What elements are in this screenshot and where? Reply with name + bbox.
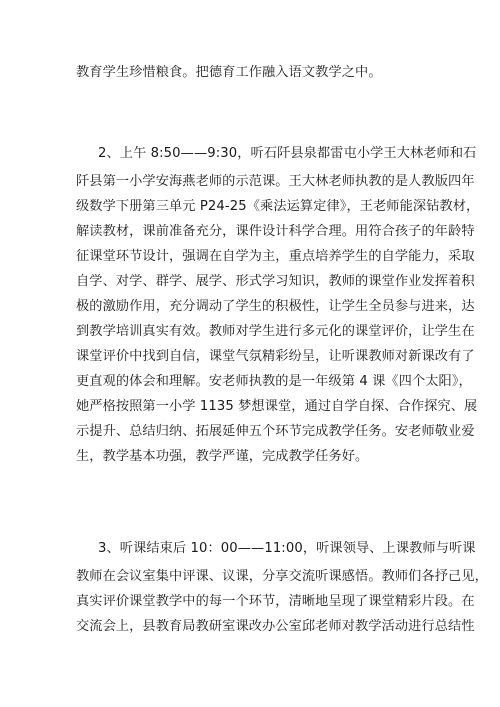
text-line: 解读教材，课前准备充分，课件设计科学合理。用符合孩子的年龄特 [76, 224, 475, 239]
text-line: 示提升、总结归纳、拓展延伸五个环节完成教学任务。安老师敬业爱 [76, 424, 475, 439]
text-line: 级数学下册第三单元 P24-25《乘法运算定律》，王老师能深钻教材， [76, 199, 480, 214]
text-line: 征课堂环节设计，强调在自学为主，重点培养学生的自学能力，采取 [76, 249, 475, 264]
text-line: 自学、对学、群学、展学、形式学习知识，教师的课堂作业发挥着积 [76, 274, 475, 289]
text-line: 教育学生珍惜粮食。把德育工作融入语文教学之中。 [76, 65, 382, 80]
text-line: 教师在会议室集中评课、议课，分享交流听课感悟。教师们各抒己见， [76, 569, 488, 584]
text-line: 阡县第一小学安海燕老师的示范课。王大林老师执教的是人教版四年 [76, 174, 475, 189]
text-line: 她严格按照第一小学 1135 梦想课堂，通过自学自探、合作探究、展 [76, 399, 478, 414]
text-line: 极的激励作用，充分调动了学生的积极性，让学生全员参与进来，达 [76, 299, 475, 314]
text-line: 交流会上，县教育局教研室课改办公室邱老师对教学活动进行总结性 [76, 619, 475, 634]
text-line: 课堂评价中找到自信，课堂气氛精彩纷呈，让听课教师对新课改有了 [76, 349, 475, 364]
text-line: 到教学培训真实有效。教师对学生进行多元化的课堂评价，让学生在 [76, 324, 475, 339]
text-line: 真实评价课堂教学中的每一个环节，清晰地呈现了课堂精彩片段。在 [76, 594, 475, 609]
text-line: 2、上午 8:50——9:30，听石阡县泉都雷屯小学王大林老师和石 [98, 146, 477, 161]
text-line: 生，教学基本功强，教学严谨，完成教学任务好。 [76, 449, 369, 464]
text-line: 3、听课结束后 10：00——11:00，听课领导、上课教师与听课 [98, 541, 476, 556]
text-line: 更直观的体会和理解。安老师执教的是一年级第 4 课《四个太阳》， [76, 374, 472, 389]
